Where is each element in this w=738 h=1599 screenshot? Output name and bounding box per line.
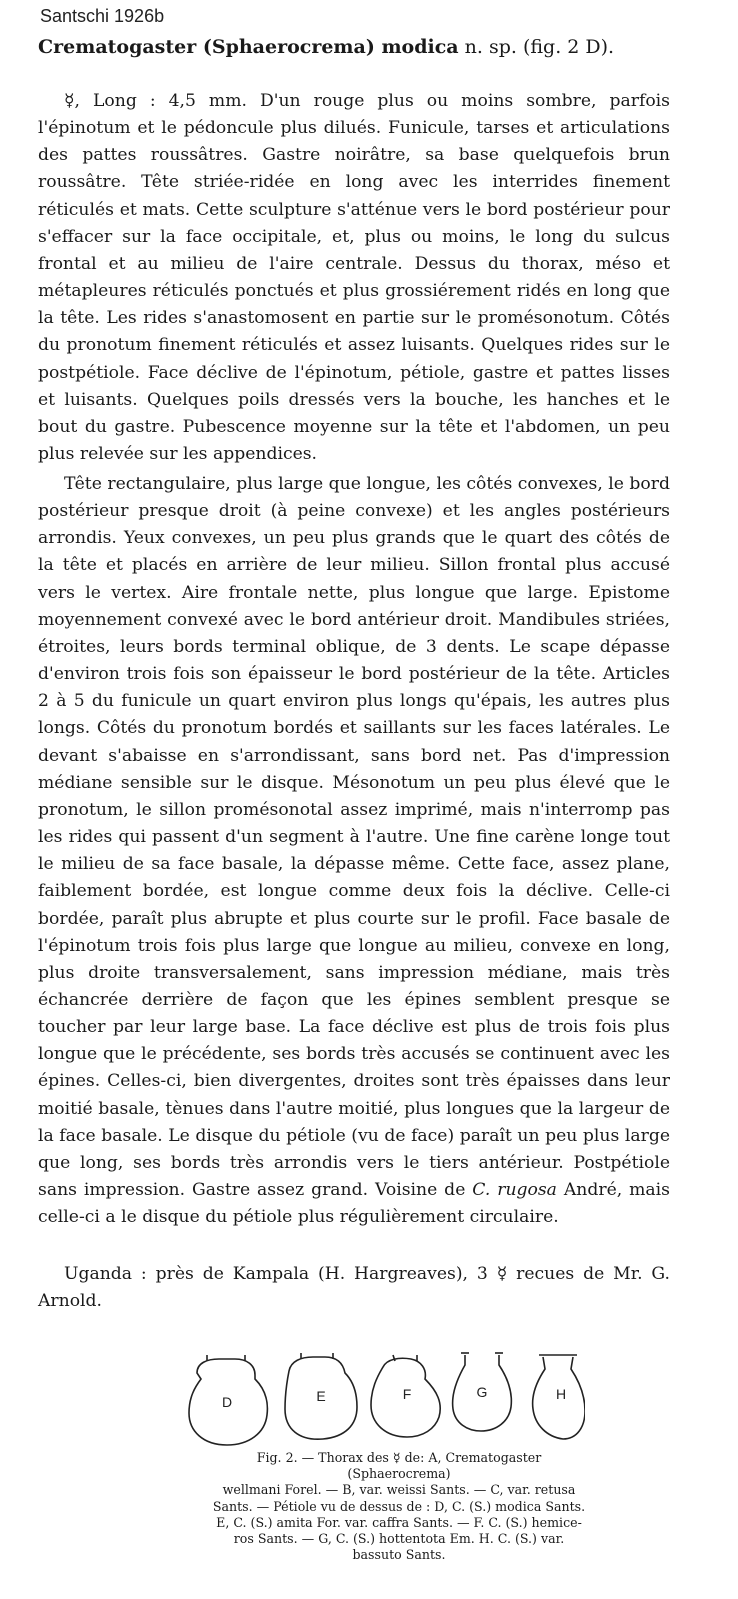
locality-text: Uganda : près de Kampala (H. Hargreaves), 3 ☿ recues de Mr. G. Arnold. [38,1264,670,1312]
species-name: Crematogaster (Sphaerocrema) modica [38,36,459,58]
caption-line-2: wellmani Forel. — B, var. weissi Sants. — C, var. retusa [222,1482,576,1498]
source-tag: Santschi 1926b [40,6,165,26]
paragraph-2-part-a: Tête rectangulaire, plus large que longue, les côtés convexes, le bord postérieur presque droit (à peine convexe) et les angles postérieurs arrondis. Yeux convexes, un peu plus grands que le quart des côtés de la tête et placés en arrière de leur milieu. Sillon frontal plus accusé vers le vertex. Aire frontale nette, plus longue que large. Epistome moyennement convexé avec le bord antérieur droit. Mandibules striées, étroites, leurs bords terminal oblique, de 3 dents. Le scape dépasse d'environ trois fois son épaisseur le bord postérieur de la tête. Articles 2 à 5 du funicule un quart environ plus longs qu'épais, les autres plus longs. Côtés du pronotum bordés et saillants sur les faces latérales. Le devant s'abaisse en s'arrondissant, sans bord net. Pas d'impression médiane sensible sur le disque. Mésonotum un peu plus élevé que le pronotum, le sillon promésonotal assez imprimé, mais n'interromp pas les rides qui passent d'un segment à l'autre. Une fine carène longe tout le milieu de sa face basale, la dépasse même. Cette face, assez plane, faiblement bordée, est longue comme deux fois la déclive. Celle-ci bordée, paraît plus abrupte et plus courte sur le profil. Face basale de l'épinotum trois fois plus large que longue au milieu, convexe en long, plus droite transversalement, sans impression médiane, mais très échancrée derrière de façon que les épines semblent presque se toucher par leur large base. La face déclive est plus de trois fois plus longue que le précédente, ses bords très accusés se continuent avec les épines. Celles-ci, bien divergentes, droites sont très épaisses dans leur moitié basale, tènues dans l'autre moitié, plus longues que la largeur de la face basale. Le disque du pétiole (vu de face) paraît un peu plus large que long, ses bords très arrondis vers le tiers antérieur. Postpétiole sans impression. Gastre assez grand. Voisine de [38,474,670,1201]
locality-paragraph [38,1261,670,1315]
caption-line-4: E, C. (S.) amita For. var. caffra Sants. — F. C. (S.) hemice- [216,1514,582,1530]
figure-label-d: D [221,1394,233,1410]
figure-label-f: F [402,1386,412,1402]
description-paragraph-1 [38,88,670,468]
paragraph-2-part-b: André, mais celle-ci a le disque du pétiole plus régulièrement circulaire. [38,1180,670,1228]
species-title [38,36,614,58]
caption-line-5: ros Sants. — G, C. (S.) hottentota Em. H. C. (S.) var. [233,1531,565,1547]
paragraph-1-text: ☿, Long : 4,5 mm. D'un rouge plus ou moins sombre, parfois l'épinotum et le pédoncule plus dilués. Funicule, tarses et articulations des pattes roussâtres. Gastre noirâtre, sa base quelquefois brun roussâtre. Tête striée-ridée en long avec les interrides finement réticulés et mats. Cette sculpture s'atténue vers le bord postérieur pour s'effacer sur la face occipitale, et, plus ou moins, le long du sulcus frontal et au milieu de l'aire centrale. Dessus du thorax, méso et métapleures réticulés ponctués et plus grossiérement ridés en long que la tête. Les rides s'anastomosent en partie sur le promésonotum. Côtés du pronotum finement réticulés et assez luisants. Quelques rides sur le postpétiole. Face déclive de l'épinotum, pétiole, gastre et pattes lisses et luisants. Quelques poils dressés vers la bouche, les hanches et le bout du gastre. Pubescence moyenne sur la tête et l'abdomen, un peu plus relevée sur les appendices. [38,91,670,465]
petiole-drawings [185,1345,585,1455]
caption-line-3: Sants. — Pétiole vu de dessus de : D, C. (S.) modica Sants. [212,1498,586,1514]
species-title-rest: n. sp. (fig. 2 D). [458,36,615,58]
description-paragraph-2 [38,471,670,1231]
figure-caption [208,1450,590,1563]
figure-label-e: E [316,1388,326,1404]
species-reference: C. rugosa [472,1180,557,1201]
figure-label-h: H [555,1386,567,1402]
caption-line-1: Fig. 2. — Thorax des ☿ de: A, Crematogaster (Sphaerocrema) [256,1450,542,1482]
paragraph-2-text [38,471,670,1231]
figure-label-g: G [476,1384,488,1400]
petiole-figure [185,1345,585,1455]
caption-line-6: bassuto Sants. [352,1547,446,1563]
